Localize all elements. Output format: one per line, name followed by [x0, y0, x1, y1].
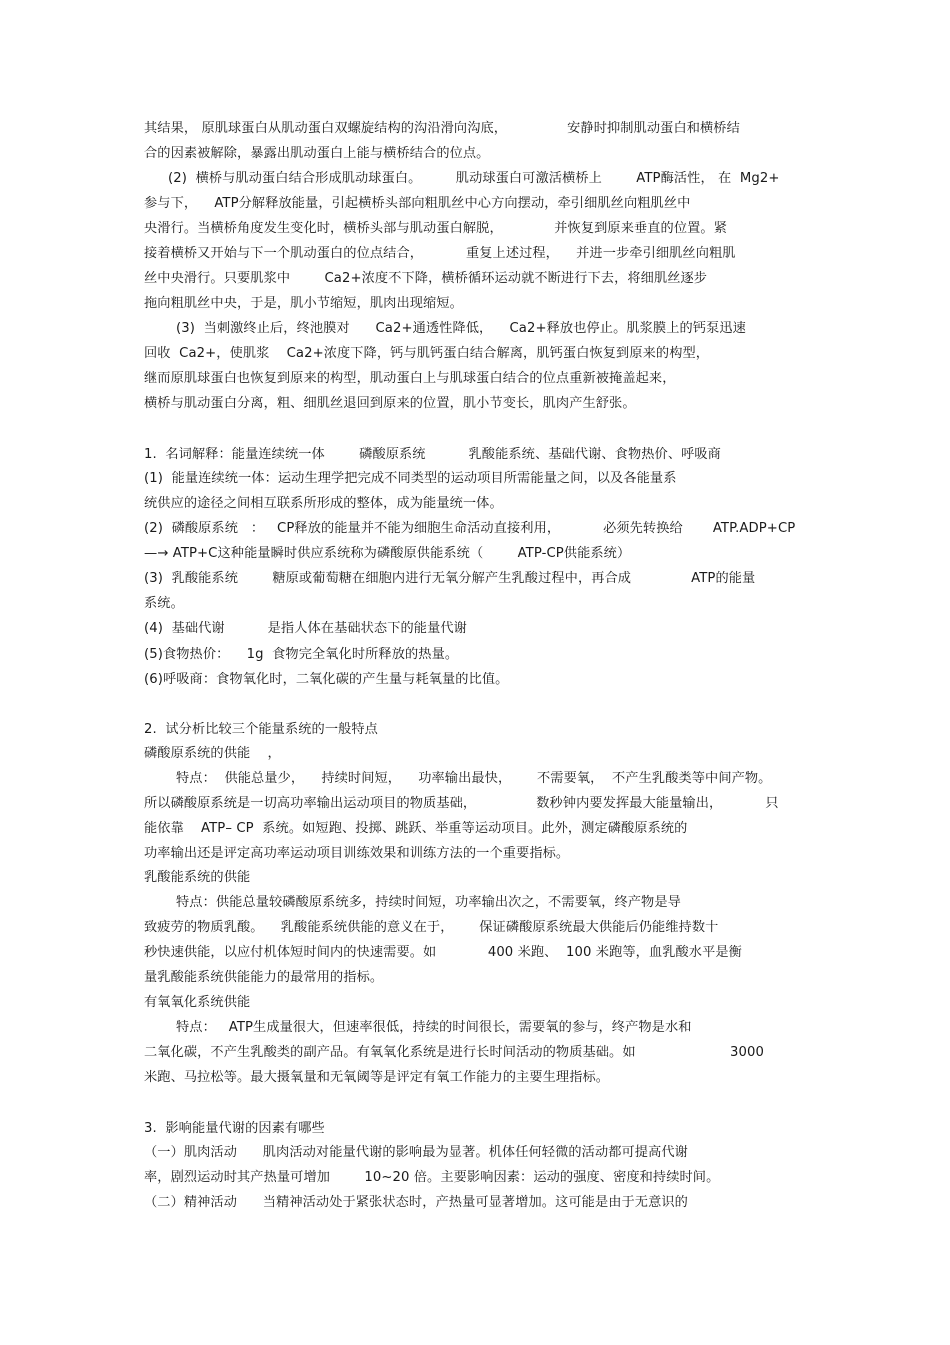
- subheading: 有氧氧化系统供能: [144, 995, 251, 1010]
- paragraph-line: 统供应的途径之间相互联系所形成的整体，成为能量统一体。: [144, 496, 503, 511]
- paragraph-line: 其结果， 原肌球蛋白从肌动蛋白双螺旋结构的沟沿滑向沟底， 安静时抑制肌动蛋白和横桥结: [144, 121, 740, 136]
- paragraph-line: (1) 能量连续统一体：运动生理学把完成不同类型的运动项目所需能量之间，以及各能量系: [144, 471, 677, 486]
- paragraph-line: 接着横桥又开始与下一个肌动蛋白的位点结合， 重复上述过程， 并进一步牵引细肌丝向粗肌: [144, 246, 736, 261]
- paragraph-line: 系统。: [144, 596, 184, 611]
- paragraph-line: 能依靠 ATP– CP 系统。如短跑、投掷、跳跃、举重等运动项目。此外，测定磷酸原系统的: [144, 821, 688, 836]
- paragraph-line: (5)食物热价： 1g 食物完全氧化时所释放的热量。: [144, 647, 459, 662]
- paragraph-line: 致疲劳的物质乳酸。 乳酸能系统供能的意义在于， 保证磷酸原系统最大供能后仍能维持数十: [144, 920, 719, 935]
- paragraph-line: 回收 Ca2+，使肌浆 Ca2+浓度下降，钙与肌钙蛋白结合解离，肌钙蛋白恢复到原来的构型，: [144, 346, 710, 361]
- paragraph-line: 所以磷酸原系统是一切高功率输出运动项目的物质基础， 数秒钟内要发挥最大能量输出， 只: [144, 796, 779, 811]
- paragraph-line: (3) 乳酸能系统 糖原或葡萄糖在细胞内进行无氧分解产生乳酸过程中，再合成 ATP的能量: [144, 571, 756, 586]
- paragraph-line: (2) 磷酸原系统 ： CP释放的能量并不能为细胞生命活动直接利用， 必须先转换给 ATP.ADP+CP: [144, 521, 796, 536]
- subheading: 乳酸能系统的供能: [144, 870, 251, 885]
- paragraph-line: 二氧化碳，不产生乳酸类的副产品。有氧氧化系统是进行长时间活动的物质基础。如 3000: [144, 1045, 765, 1060]
- paragraph-line: (3) 当刺激终止后，终池膜对 Ca2+通透性降低， Ca2+释放也停止。肌浆膜上的钙泵迅速: [176, 321, 746, 336]
- paragraph-line: 量乳酸能系统供能能力的最常用的指标。: [144, 970, 384, 985]
- section-heading: 1. 名词解释：能量连续统一体 磷酸原系统 乳酸能系统、基础代谢、食物热价、呼吸商: [144, 447, 721, 462]
- paragraph-line: 继而原肌球蛋白也恢复到原来的构型，肌动蛋白上与肌球蛋白结合的位点重新被掩盖起来，: [144, 371, 676, 386]
- section-heading: 3. 影响能量代谢的因素有哪些: [144, 1121, 325, 1136]
- paragraph-line: 合的因素被解除，暴露出肌动蛋白上能与横桥结合的位点。: [144, 146, 490, 161]
- subheading: 磷酸原系统的供能 ，: [144, 746, 281, 761]
- paragraph-line: 功率输出还是评定高功率运动项目训练效果和训练方法的一个重要指标。: [144, 846, 570, 861]
- paragraph-line: 拖向粗肌丝中央，于是，肌小节缩短，肌肉出现缩短。: [144, 296, 463, 311]
- paragraph-line: (2) 横桥与肌动蛋白结合形成肌动球蛋白。 肌动球蛋白可激活横桥上 ATP酶活性， 在 Mg2+: [168, 171, 780, 186]
- paragraph-line: 特点： 供能总量少， 持续时间短， 功率输出最快， 不需要氧， 不产生乳酸类等中间产物。: [176, 771, 772, 786]
- paragraph-line: 率，剧烈运动时其产热量可增加 10~20 倍。主要影响因素：运动的强度、密度和持续时间。: [144, 1170, 720, 1185]
- paragraph-line: 丝中央滑行。只要肌浆中 Ca2+浓度不下降，横桥循环运动就不断进行下去，将细肌丝逐步: [144, 271, 708, 286]
- paragraph-line: 央滑行。当横桥角度发生变化时，横桥头部与肌动蛋白解脱， 并恢复到原来垂直的位置。紧: [144, 221, 727, 236]
- paragraph-line: —→ ATP+C这种能量瞬时供应系统称为磷酸原供能系统（ ATP-CP供能系统）: [144, 546, 631, 561]
- paragraph-line: (4) 基础代谢 是指人体在基础状态下的能量代谢: [144, 621, 467, 636]
- section-heading: 2. 试分析比较三个能量系统的一般特点: [144, 722, 378, 737]
- paragraph-line: 特点： ATP生成量很大，但速率很低，持续的时间很长，需要氧的参与，终产物是水和: [176, 1020, 692, 1035]
- paragraph-line: 秒快速供能，以应付机体短时间内的快速需要。如 400 米跑、 100 米跑等，血乳酸水平是衡: [144, 945, 742, 960]
- paragraph-line: 特点：供能总量较磷酸原系统多，持续时间短，功率输出次之，不需要氧，终产物是导: [176, 895, 681, 910]
- paragraph-line: 参与下， ATP分解释放能量，引起横桥头部向粗肌丝中心方向摆动，牵引细肌丝向粗肌丝中: [144, 196, 691, 211]
- paragraph-line: （二）精神活动 当精神活动处于紧张状态时，产热量可显著增加。这可能是由于无意识的: [144, 1195, 688, 1210]
- paragraph-line: (6)呼吸商：食物氧化时，二氧化碳的产生量与耗氧量的比值。: [144, 672, 509, 687]
- paragraph-line: 横桥与肌动蛋白分离，粗、细肌丝退回到原来的位置，肌小节变长，肌肉产生舒张。: [144, 396, 636, 411]
- paragraph-line: （一）肌肉活动 肌肉活动对能量代谢的影响最为显著。机体任何轻微的活动都可提高代谢: [144, 1145, 688, 1160]
- paragraph-line: 米跑、马拉松等。最大摄氧量和无氧阈等是评定有氧工作能力的主要生理指标。: [144, 1070, 610, 1085]
